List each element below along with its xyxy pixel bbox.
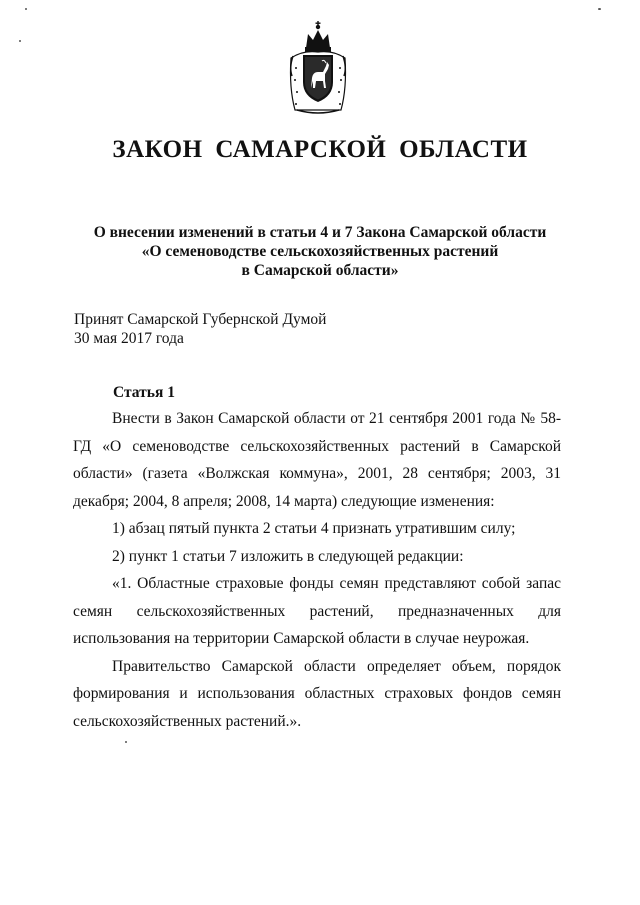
law-title: ЗАКОН САМАРСКОЙ ОБЛАСТИ	[112, 136, 528, 163]
subject-line: О внесении изменений в статьи 4 и 7 Закона Самарской области	[93, 224, 547, 241]
scan-speck	[598, 8, 601, 10]
paragraph-government: Правительство Самарской области определяет объем, порядок формирования и использования областных страховых фондов семян сельскохозяйственных растений.».	[73, 657, 561, 730]
adopted-by: Принят Самарской Губернской Думой	[74, 311, 327, 328]
subject-line: «О семеноводстве сельскохозяйственных растений	[141, 243, 499, 260]
paragraph-new-point-1: «1. Областные страховые фонды семян представляют собой запас семян сельскохозяйственных растений, предназначенных для использования на территории Самарской области в случае неурожая.	[73, 575, 561, 647]
article-heading: Статья 1	[113, 384, 175, 401]
samara-coat-of-arms-icon	[283, 18, 353, 118]
paragraph-item-2: 2) пункт 1 статьи 7 изложить в следующей редакции:	[112, 547, 464, 565]
adoption-info	[74, 310, 326, 348]
adoption-date: 30 мая 2017 года	[74, 330, 184, 347]
scan-speck	[19, 40, 21, 42]
law-subject	[0, 223, 640, 280]
article-body	[73, 405, 561, 735]
scan-speck	[25, 8, 27, 10]
subject-line: в Самарской области»	[241, 262, 399, 279]
paragraph-item-1: 1) абзац пятый пункта 2 статьи 4 признать утратившим силу;	[112, 520, 516, 537]
scan-speck	[125, 741, 127, 743]
paragraph-amend: Внести в Закон Самарской области от 21 сентября 2001 года № 58-ГД «О семеноводстве сельскохозяйственных растений в Самарской области» (газета «Волжская коммуна», 2001, 28 сентября; 2003, 31 декабря; 2004, 8 апреля; 2008, 14 марта) следующие изменения:	[73, 410, 561, 510]
